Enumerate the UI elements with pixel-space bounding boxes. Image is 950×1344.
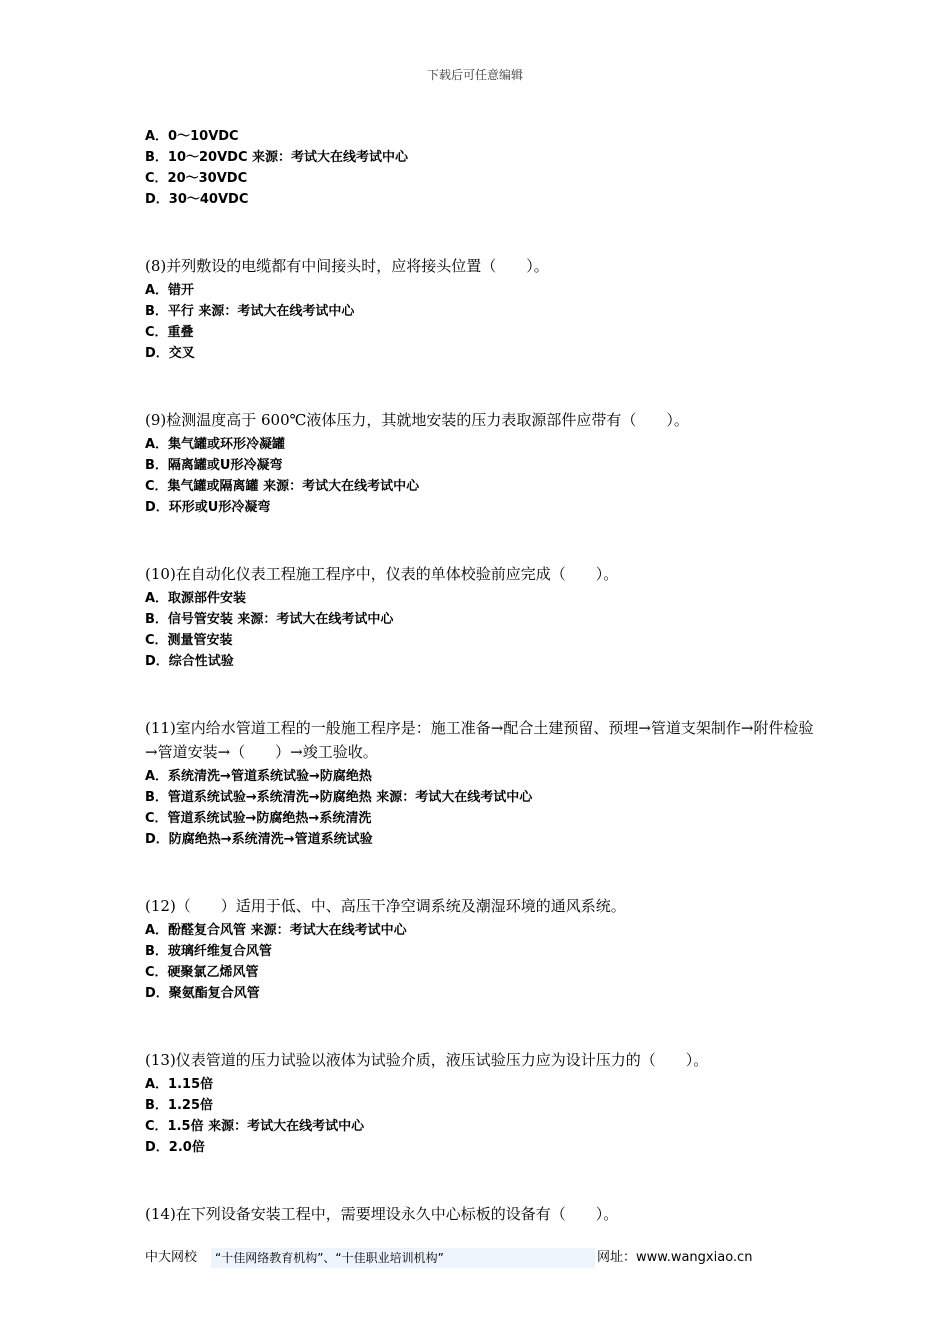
block-spacer	[145, 210, 825, 254]
answer-option: B．1.25倍	[145, 1098, 213, 1113]
answer-option: D．2.0倍	[145, 1140, 205, 1155]
option-list	[145, 434, 825, 518]
answer-option: A．系统清洗→管道系统试验→防腐绝热	[145, 769, 372, 784]
option-list	[145, 280, 825, 364]
answer-option: B．隔离罐或U形冷凝弯	[145, 458, 283, 473]
answer-option: B．10～20VDC 来源：考试大在线考试中心	[145, 150, 409, 165]
answer-option: D．30～40VDC	[145, 192, 249, 207]
option-list	[145, 126, 825, 210]
question-block	[145, 126, 825, 210]
block-spacer	[145, 1158, 825, 1202]
question-block	[145, 1202, 825, 1226]
question-stem: (9)检测温度高于 600℃液体压力，其就地安装的压力表取源部件应带有（ ）。	[145, 411, 689, 429]
answer-option: C．测量管安装	[145, 633, 233, 648]
answer-option: C．1.5倍 来源：考试大在线考试中心	[145, 1119, 365, 1134]
answer-option: C．重叠	[145, 325, 194, 340]
block-spacer	[145, 364, 825, 408]
answer-option: A．错开	[145, 283, 195, 298]
answer-option: A．酚醛复合风管 来源：考试大在线考试中心	[145, 923, 407, 938]
answer-option: B．管道系统试验→系统清洗→防腐绝热 来源：考试大在线考试中心	[145, 790, 533, 805]
answer-option: B．信号管安装 来源：考试大在线考试中心	[145, 612, 394, 627]
question-stem: (14)在下列设备安装工程中，需要埋设永久中心标板的设备有（ ）。	[145, 1205, 619, 1223]
answer-option: D．环形或U形冷凝弯	[145, 500, 271, 515]
answer-option: C．20～30VDC	[145, 171, 248, 186]
question-stem: (13)仪表管道的压力试验以液体为试验介质，液压试验压力应为设计压力的（ ）。	[145, 1051, 709, 1069]
question-block	[145, 254, 825, 364]
answer-option: C．硬聚氯乙烯风管	[145, 965, 259, 980]
answer-option: D．防腐绝热→系统清洗→管道系统试验	[145, 832, 373, 847]
page-footer	[145, 1248, 765, 1268]
block-spacer	[145, 672, 825, 716]
answer-option: A．0～10VDC	[145, 129, 239, 144]
question-block	[145, 1048, 825, 1158]
question-stem: (8)并列敷设的电缆都有中间接头时，应将接头位置（ ）。	[145, 257, 549, 275]
footer-website: 网址：www.wangxiao.cn	[597, 1250, 753, 1265]
question-list	[145, 124, 825, 1226]
answer-option: A．取源部件安装	[145, 591, 247, 606]
page-header-note: 下载后可任意编辑	[426, 68, 523, 82]
question-stem: (11)室内给水管道工程的一般施工程序是：施工准备→配合土建预留、预埋→管道支架制作→附件检验→管道安装→（ ）→竣工验收。	[145, 719, 814, 761]
answer-option: C．集气罐或隔离罐 来源：考试大在线考试中心	[145, 479, 420, 494]
question-stem: (10)在自动化仪表工程施工程序中，仪表的单体校验前应完成（ ）。	[145, 565, 619, 583]
block-spacer	[145, 518, 825, 562]
answer-option: C．管道系统试验→防腐绝热→系统清洗	[145, 811, 372, 826]
question-stem: (12)（ ）适用于低、中、高压干净空调系统及潮湿环境的通风系统。	[145, 897, 626, 915]
answer-option: D．聚氨酯复合风管	[145, 986, 260, 1001]
question-block	[145, 894, 825, 1004]
block-spacer	[145, 1004, 825, 1048]
question-block	[145, 562, 825, 672]
option-list	[145, 1074, 825, 1158]
question-block	[145, 716, 825, 850]
option-list	[145, 588, 825, 672]
answer-option: B．玻璃纤维复合风管	[145, 944, 272, 959]
footer-slogan: “十佳网络教育机构”、“十佳职业培训机构”	[211, 1248, 595, 1268]
answer-option: A．1.15倍	[145, 1077, 214, 1092]
block-spacer	[145, 850, 825, 894]
option-list	[145, 920, 825, 1004]
answer-option: B．平行 来源：考试大在线考试中心	[145, 304, 355, 319]
answer-option: D．综合性试验	[145, 654, 234, 669]
option-list	[145, 766, 825, 850]
answer-option: A．集气罐或环形冷凝罐	[145, 437, 286, 452]
question-block	[145, 408, 825, 518]
answer-option: D．交叉	[145, 346, 195, 361]
footer-brand: 中大网校	[145, 1250, 198, 1265]
